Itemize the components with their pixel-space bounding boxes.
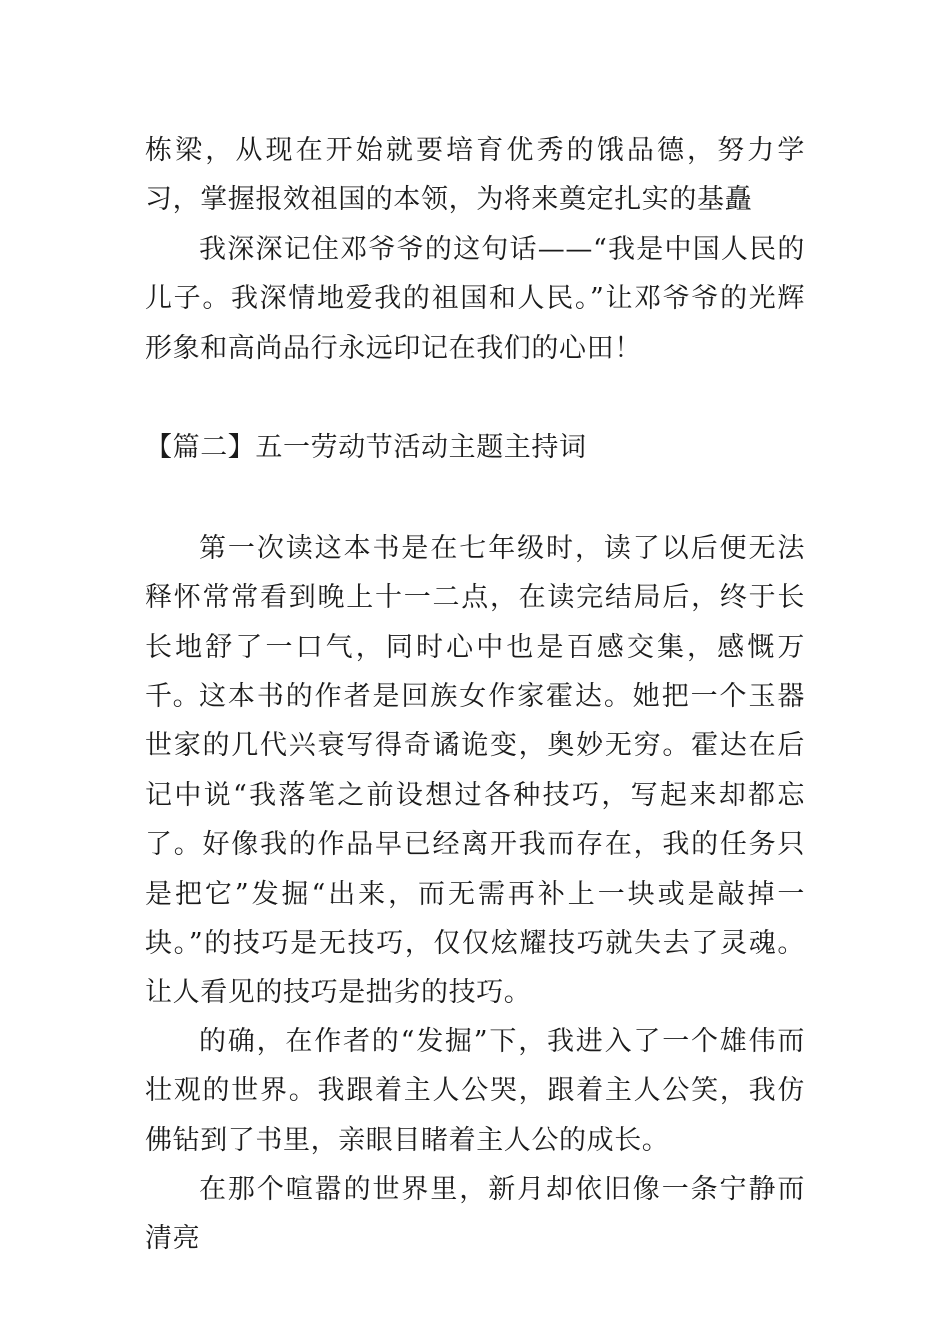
paragraph-continuation: 栋梁，从现在开始就要培育优秀的饿品德，努力学习，掌握报效祖国的本领，为将来奠定扎实的基矗 [145,135,805,216]
paragraph-excavation: 的确，在作者的“发掘”下，我进入了一个雄伟而壮观的世界。我跟着主人公哭，跟着主人公笑，我仿佛钻到了书里，亲眼目睹着主人公的成长。 [145,1026,805,1156]
section-heading: 【篇二】五一劳动节活动主题主持词 [145,432,587,463]
paragraph-deng-quote: 我深深记住邓爷爷的这句话——“我是中国人民的儿子。我深情地爱我的祖国和人民。”让邓爷爷的光辉形象和高尚品行永远印记在我们的心田！ [145,234,805,364]
paragraph-xinyue: 在那个喧嚣的世界里，新月却依旧像一条宁静而清亮 [145,1174,805,1255]
paragraph-first-reading: 第一次读这本书是在七年级时，读了以后便无法释怀常常看到晚上十一二点，在读完结局后，终于长长地舒了一口气，同时心中也是百感交集，感慨万千。 [145,533,805,713]
paragraph-author: 这本书的作者是回族女作家霍达。她把一个玉器世家的几代兴衰写得奇谲诡变，奥妙无穷。霍达在后记中说“我落笔之前设想过各种技巧，写起来却都忘了。好像我的作品早已经离开我而存在，我的任务只是把它”发掘“出来，而无需再补上一块或是敲掉一块。”的技巧是无技巧，仅仅炫耀技巧就失去了灵魂。让人看见的技巧是拙劣的技巧。 [145,681,805,1009]
